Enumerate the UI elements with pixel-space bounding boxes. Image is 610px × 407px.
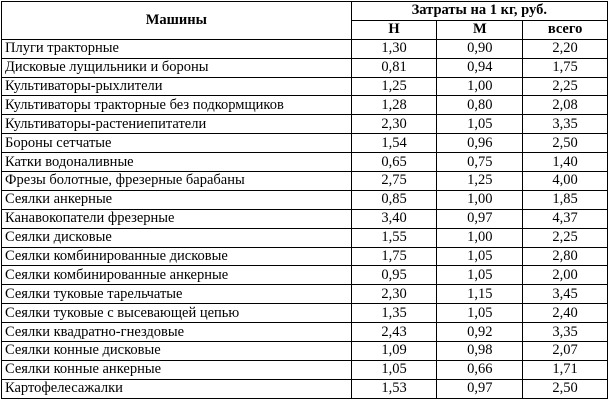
m-cost-cell: 0,90 xyxy=(437,39,523,58)
machine-name-cell: Сеялки комбинированные анкерные xyxy=(2,266,352,285)
machine-name-cell: Культиваторы тракторные без подкормщиков xyxy=(2,96,352,115)
total-cost-cell: 2,07 xyxy=(523,342,608,361)
table-row xyxy=(2,153,608,172)
machine-name-cell: Фрезы болотные, фрезерные барабаны xyxy=(2,172,352,191)
table-row xyxy=(2,342,608,361)
m-cost-cell: 1,00 xyxy=(437,190,523,209)
m-cost-cell: 1,00 xyxy=(437,228,523,247)
n-cost-cell: 1,75 xyxy=(351,247,437,266)
table-row xyxy=(2,360,608,379)
m-cost-cell: 0,80 xyxy=(437,96,523,115)
m-cost-cell: 1,05 xyxy=(437,115,523,134)
n-cost-cell: 3,40 xyxy=(351,209,437,228)
total-cost-cell: 1,85 xyxy=(523,190,608,209)
table-row xyxy=(2,96,608,115)
table-row xyxy=(2,190,608,209)
n-cost-cell: 1,25 xyxy=(351,77,437,96)
table-row xyxy=(2,304,608,323)
table-row xyxy=(2,77,608,96)
n-cost-cell: 0,95 xyxy=(351,266,437,285)
n-cost-cell: 2,30 xyxy=(351,285,437,304)
m-cost-cell: 1,25 xyxy=(437,172,523,191)
n-cost-cell: 2,75 xyxy=(351,172,437,191)
table-row xyxy=(2,247,608,266)
n-cost-cell: 1,54 xyxy=(351,134,437,153)
m-cost-cell: 0,92 xyxy=(437,323,523,342)
table-row xyxy=(2,209,608,228)
total-cost-cell: 1,71 xyxy=(523,360,608,379)
table-row xyxy=(2,115,608,134)
table-header xyxy=(2,2,608,40)
total-cost-cell: 2,40 xyxy=(523,304,608,323)
m-cost-cell: 0,97 xyxy=(437,379,523,398)
table-row xyxy=(2,228,608,247)
n-cost-cell: 1,35 xyxy=(351,304,437,323)
header-row-1 xyxy=(2,2,608,21)
total-cost-cell: 2,08 xyxy=(523,96,608,115)
n-cost-cell: 0,81 xyxy=(351,58,437,77)
m-cost-cell: 1,05 xyxy=(437,247,523,266)
n-cost-cell: 1,05 xyxy=(351,360,437,379)
machine-name-cell: Картофелесажалки xyxy=(2,379,352,398)
total-cost-cell: 3,35 xyxy=(523,323,608,342)
n-cost-cell: 1,55 xyxy=(351,228,437,247)
n-cost-cell: 1,09 xyxy=(351,342,437,361)
n-cost-cell: 0,65 xyxy=(351,153,437,172)
machine-name-cell: Сеялки туковые тарельчатые xyxy=(2,285,352,304)
table-body xyxy=(2,39,608,398)
n-cost-cell: 2,30 xyxy=(351,115,437,134)
table-row xyxy=(2,266,608,285)
total-cost-cell: 2,80 xyxy=(523,247,608,266)
machine-name-cell: Сеялки конные анкерные xyxy=(2,360,352,379)
n-cost-cell: 2,43 xyxy=(351,323,437,342)
total-cost-cell: 2,00 xyxy=(523,266,608,285)
total-cost-cell: 2,20 xyxy=(523,39,608,58)
m-cost-cell: 0,98 xyxy=(437,342,523,361)
table-row xyxy=(2,39,608,58)
table-row xyxy=(2,134,608,153)
cost-table xyxy=(1,1,608,399)
machine-name-cell: Дисковые лущильники и бороны xyxy=(2,58,352,77)
machine-name-cell: Канавокопатели фрезерные xyxy=(2,209,352,228)
total-cost-cell: 2,50 xyxy=(523,379,608,398)
total-header: всего xyxy=(523,20,608,39)
table-row xyxy=(2,172,608,191)
m-cost-cell: 0,75 xyxy=(437,153,523,172)
total-cost-cell: 2,50 xyxy=(523,134,608,153)
m-cost-cell: 1,00 xyxy=(437,77,523,96)
n-cost-cell: 1,30 xyxy=(351,39,437,58)
machine-name-cell: Плуги тракторные xyxy=(2,39,352,58)
n-cost-cell: 1,53 xyxy=(351,379,437,398)
machine-name-cell: Сеялки анкерные xyxy=(2,190,352,209)
machine-name-cell: Сеялки комбинированные дисковые xyxy=(2,247,352,266)
m-cost-cell: 0,94 xyxy=(437,58,523,77)
m-header: М xyxy=(437,20,523,39)
machine-name-cell: Культиваторы-растениепитатели xyxy=(2,115,352,134)
costs-header: Затраты на 1 кг, руб. xyxy=(351,2,607,21)
m-cost-cell: 1,05 xyxy=(437,266,523,285)
m-cost-cell: 1,15 xyxy=(437,285,523,304)
table-row xyxy=(2,379,608,398)
m-cost-cell: 0,97 xyxy=(437,209,523,228)
table-row xyxy=(2,58,608,77)
m-cost-cell: 1,05 xyxy=(437,304,523,323)
n-cost-cell: 0,85 xyxy=(351,190,437,209)
table-row xyxy=(2,323,608,342)
n-cost-cell: 1,28 xyxy=(351,96,437,115)
total-cost-cell: 2,25 xyxy=(523,228,608,247)
total-cost-cell: 3,35 xyxy=(523,115,608,134)
total-cost-cell: 4,00 xyxy=(523,172,608,191)
n-header: Н xyxy=(351,20,437,39)
machine-name-cell: Культиваторы-рыхлители xyxy=(2,77,352,96)
m-cost-cell: 0,66 xyxy=(437,360,523,379)
m-cost-cell: 0,96 xyxy=(437,134,523,153)
total-cost-cell: 2,25 xyxy=(523,77,608,96)
total-cost-cell: 4,37 xyxy=(523,209,608,228)
machine-name-cell: Сеялки квадратно-гнездовые xyxy=(2,323,352,342)
machines-header: Машины xyxy=(2,2,352,40)
total-cost-cell: 1,75 xyxy=(523,58,608,77)
machine-name-cell: Бороны сетчатые xyxy=(2,134,352,153)
machine-name-cell: Сеялки дисковые xyxy=(2,228,352,247)
table-row xyxy=(2,285,608,304)
machine-name-cell: Катки водоналивные xyxy=(2,153,352,172)
total-cost-cell: 3,45 xyxy=(523,285,608,304)
machine-name-cell: Сеялки туковые с высевающей цепью xyxy=(2,304,352,323)
total-cost-cell: 1,40 xyxy=(523,153,608,172)
machine-name-cell: Сеялки конные дисковые xyxy=(2,342,352,361)
